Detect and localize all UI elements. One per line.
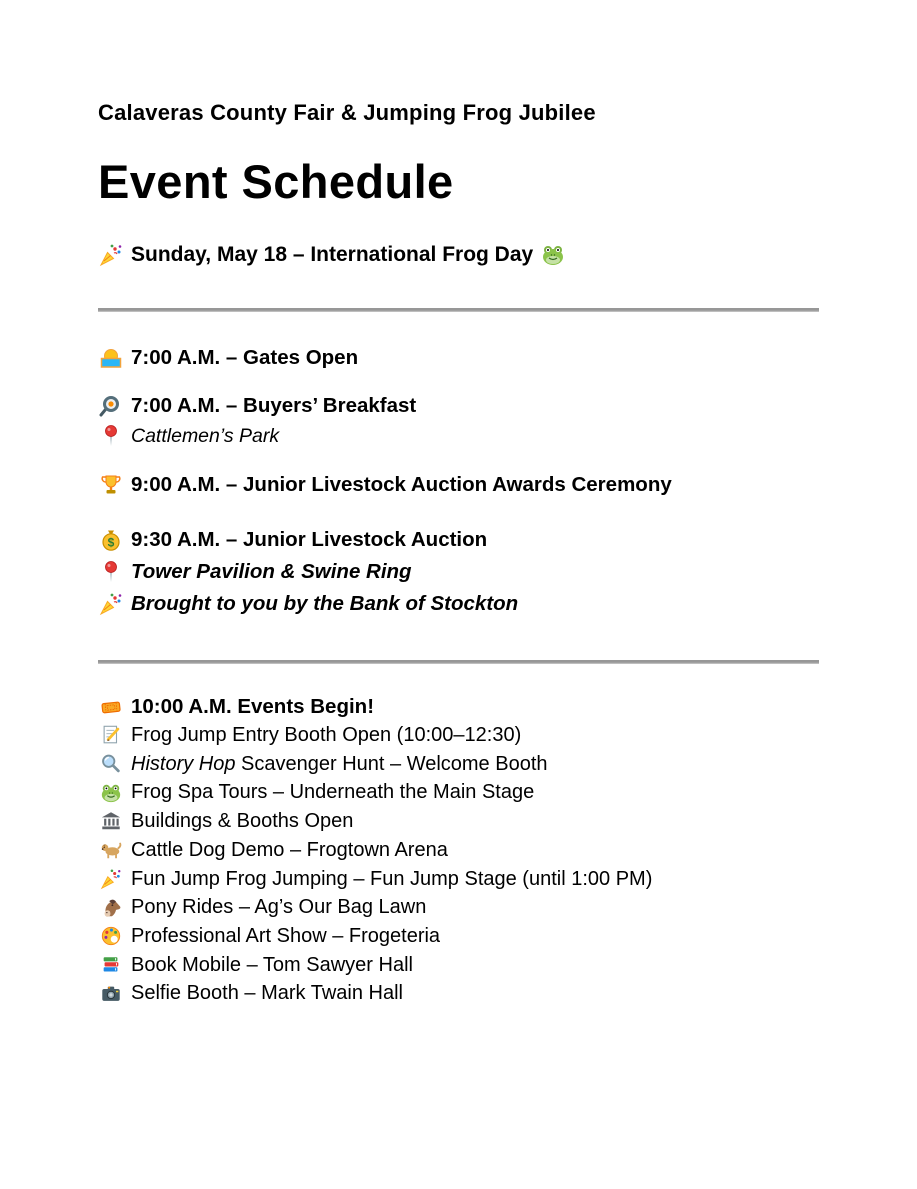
event-item-label: Buildings & Booths Open [131,810,354,833]
section-divider [98,308,819,312]
classical-building-icon [98,810,124,832]
event-item-buildings-booths [98,807,819,836]
event-item-frog-jump-entry [98,721,819,750]
event-item-frog-spa-tours [98,778,819,807]
schedule-line-label: 7:00 A.M. – Gates Open [131,346,359,369]
section-divider [98,660,819,664]
location-line-cattlemens-park [98,422,819,450]
event-item-label: Cattle Dog Demo – Frogtown Arena [131,838,448,861]
event-item-fun-jump [98,865,819,894]
location-label: Tower Pavilion & Swine Ring [131,560,412,583]
schedule-line-buyers-breakfast [98,392,819,420]
books-icon [98,954,124,976]
event-name: Calaveras County Fair & Jumping Frog Jubilee [98,100,596,125]
event-item-art-show [98,922,819,951]
event-item-pony-rides [98,893,819,922]
location-line-tower-pavilion [98,558,819,586]
memo-icon [98,724,124,746]
events-begin-label: 10:00 A.M. Events Begin! [131,695,375,718]
events-list [98,693,819,1008]
party-popper-icon [98,868,124,890]
event-item-cattle-dog-demo [98,836,819,865]
artist-palette-icon [98,925,124,947]
events-begin-header [98,693,819,721]
event-item-label: Frog Spa Tours – Underneath the Main Stage [131,781,535,804]
party-popper-icon [98,243,124,267]
schedule-line-gates-open [98,344,819,372]
horse-icon [98,897,124,919]
trophy-icon [98,473,124,497]
sponsor-label: Brought to you by the Bank of Stockton [131,592,519,615]
event-item-label: Frog Jump Entry Booth Open (10:00–12:30) [131,724,522,746]
frog-icon [98,782,124,804]
event-item-label: Book Mobile – Tom Sawyer Hall [131,953,413,976]
day-heading-label: Sunday, May 18 – International Frog Day [131,243,534,266]
day-heading [98,240,819,270]
dog-icon [98,839,124,861]
event-item-label: Pony Rides – Ag’s Our Bag Lawn [131,896,427,919]
event-item-label-rest: Scavenger Hunt – Welcome Booth [235,752,548,775]
party-popper-icon [98,592,124,616]
event-item-selfie-booth [98,979,819,1008]
pushpin-icon [98,424,124,448]
event-item-label: Fun Jump Frog Jumping – Fun Jump Stage (until 1:00 PM) [131,867,653,890]
schedule-line-label: 9:30 A.M. – Junior Livestock Auction [131,528,488,551]
camera-icon [98,983,124,1005]
sponsor-line [98,590,819,618]
schedule-line-label: 7:00 A.M. – Buyers’ Breakfast [131,394,417,417]
ticket-icon [98,696,124,718]
frog-icon [540,243,566,267]
schedule-line-label: 9:00 A.M. – Junior Livestock Auction Awards Ceremony [131,473,672,496]
event-item-book-mobile [98,951,819,980]
magnifying-glass-icon [98,753,124,775]
event-item-label-italic: History Hop [131,752,236,775]
pushpin-icon [98,560,124,584]
frying-pan-icon [98,394,124,418]
event-item-history-hop [98,750,819,779]
event-item-label [131,750,548,779]
money-bag-icon [98,528,124,552]
location-label: Cattlemen’s Park [131,425,280,447]
page-title: Event Schedule [98,155,454,208]
schedule-line-awards-ceremony [98,471,819,499]
event-item-label: Selfie Booth – Mark Twain Hall [131,982,403,1005]
schedule-line-livestock-auction [98,526,819,554]
sunrise-icon [98,346,124,370]
event-item-label: Professional Art Show – Frogeteria [131,924,441,947]
svg-text:$: $ [107,535,115,550]
